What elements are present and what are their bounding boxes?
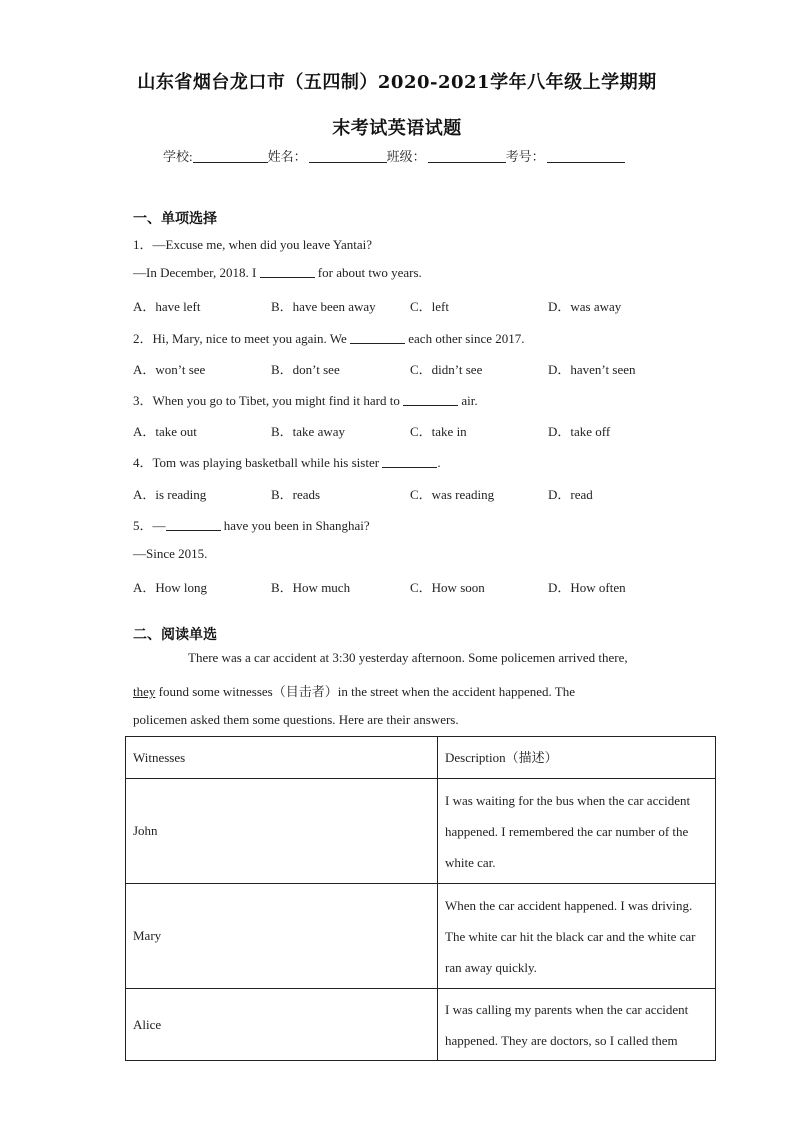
question-1-option-d[interactable]: D．was away — [548, 299, 622, 314]
question-1-option-b[interactable]: B．have been away — [271, 299, 376, 314]
table-header-description: Description（描述） — [438, 737, 716, 779]
witness-description: I was waiting for the bus when the car accident happened. I remembered the car number of the white car. — [438, 779, 716, 884]
exam-number-blank[interactable] — [547, 148, 625, 163]
question-4-option-d[interactable]: D．read — [548, 487, 593, 502]
table-row — [126, 989, 716, 1061]
answer-blank[interactable] — [403, 393, 458, 406]
table-row — [126, 779, 716, 884]
underlined-word: they — [133, 684, 156, 699]
question-5-line-1: 5．— have you been in Shanghai? — [133, 518, 370, 533]
answer-blank[interactable] — [382, 455, 437, 468]
exam-title-line-1: 山东省烟台龙口市（五四制）2020-2021学年八年级上学期期 — [137, 72, 657, 93]
passage-line-3: policemen asked them some questions. Here are their answers. — [133, 712, 459, 727]
witness-description: When the car accident happened. I was driving. The white car hit the black car and the white car ran away quickly. — [438, 884, 716, 989]
exam-title-line-2: 末考试英语试题 — [332, 118, 462, 139]
name-blank[interactable] — [309, 148, 387, 163]
question-2-option-b[interactable]: B．don’t see — [271, 362, 340, 377]
question-1-line-2: —In December, 2018. I for about two years. — [133, 265, 422, 280]
question-3-option-b[interactable]: B．take away — [271, 424, 346, 439]
question-1-option-a[interactable]: A．have left — [133, 299, 201, 314]
question-5-line-2: —Since 2015. — [133, 546, 208, 561]
question-2-option-c[interactable]: C．didn’t see — [410, 362, 483, 377]
question-1-line-1: 1．—Excuse me, when did you leave Yantai? — [133, 237, 373, 252]
answer-blank[interactable] — [260, 265, 315, 278]
passage-line-2: they found some witnesses（目击者）in the street when the accident happened. The — [133, 684, 576, 699]
question-3-option-a[interactable]: A．take out — [133, 424, 197, 439]
question-5-option-b[interactable]: B．How much — [271, 580, 351, 595]
table-header-witnesses: Witnesses — [126, 737, 438, 779]
answer-blank[interactable] — [350, 331, 405, 344]
student-info-row — [163, 146, 625, 165]
witness-name: John — [126, 779, 438, 884]
question-5-option-a[interactable]: A．How long — [133, 580, 208, 595]
question-2-option-d[interactable]: D．haven’t seen — [548, 362, 636, 377]
table-header-row — [126, 737, 716, 779]
section-title-reading: 二、阅读单选 — [133, 627, 217, 643]
class-blank[interactable] — [428, 148, 506, 163]
table-row — [126, 884, 716, 989]
question-2-line-1: 2．Hi, Mary, nice to meet you again. We each other since 2017. — [133, 331, 525, 346]
question-5-option-d[interactable]: D．How often — [548, 580, 626, 595]
question-4-option-a[interactable]: A．is reading — [133, 487, 207, 502]
school-label: 学校: — [163, 149, 193, 164]
witness-table — [125, 736, 716, 1061]
witness-name: Mary — [126, 884, 438, 989]
witness-name: Alice — [126, 989, 438, 1061]
question-1-option-c[interactable]: C．left — [410, 299, 449, 314]
witness-description: I was calling my parents when the car accident happened. They are doctors, so I called them — [438, 989, 716, 1061]
question-5-option-c[interactable]: C．How soon — [410, 580, 485, 595]
class-label: 班级： — [386, 149, 426, 164]
school-blank[interactable] — [193, 148, 268, 163]
question-3-line-1: 3．When you go to Tibet, you might find it hard to air. — [133, 393, 478, 408]
question-3-option-d[interactable]: D．take off — [548, 424, 611, 439]
question-4-option-b[interactable]: B．reads — [271, 487, 321, 502]
question-4-option-c[interactable]: C．was reading — [410, 487, 495, 502]
question-4-line-1: 4．Tom was playing basketball while his sister . — [133, 455, 441, 470]
passage-line-1: There was a car accident at 3:30 yesterday afternoon. Some policemen arrived there, — [188, 650, 628, 665]
name-label: 姓名： — [267, 149, 307, 164]
exam-number-label: 考号： — [505, 149, 545, 164]
answer-blank[interactable] — [166, 518, 221, 531]
section-title-single-choice: 一、单项选择 — [133, 211, 217, 227]
question-3-option-c[interactable]: C．take in — [410, 424, 467, 439]
question-2-option-a[interactable]: A．won’t see — [133, 362, 206, 377]
